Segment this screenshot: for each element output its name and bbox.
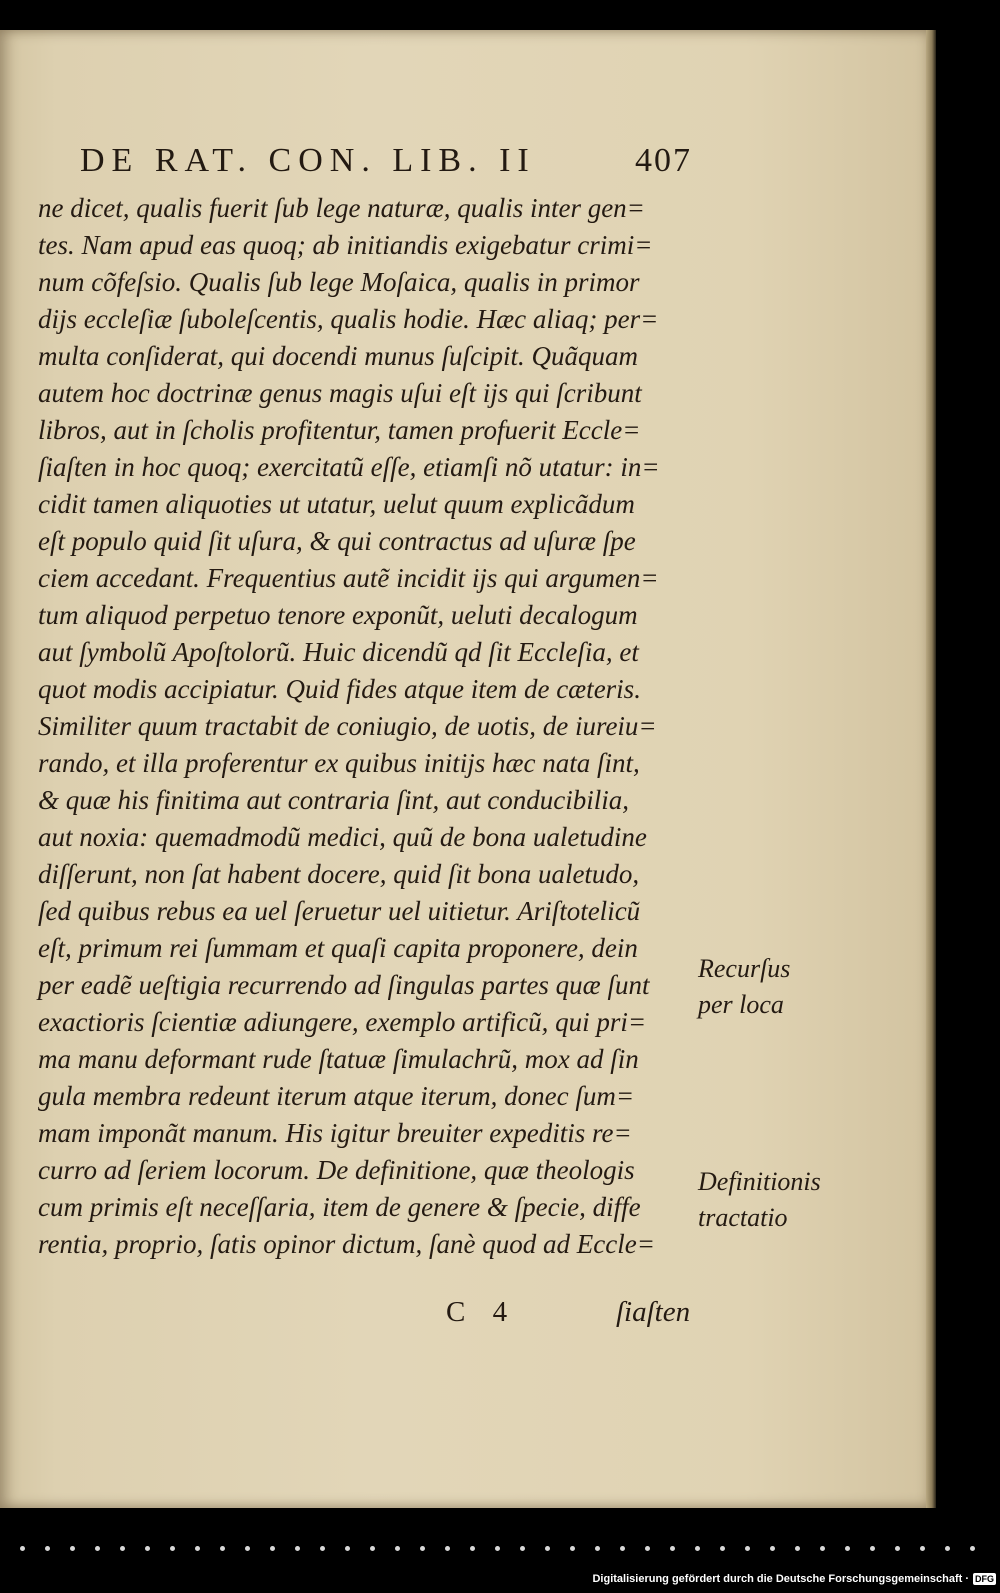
text-line: rentia, proprio, ſatis opinor dictum, ſanè quod ad Eccle= (38, 1229, 655, 1259)
page-number: 407 (635, 142, 692, 179)
text-line: libros, aut in ſcholis profitentur, tamen profuerit Eccle= (38, 415, 641, 445)
ruler-dot (820, 1546, 825, 1551)
signature-mark: C 4 (446, 1296, 518, 1328)
text-line: per eadẽ ueſtigia recurrendo ad ſingulas partes quæ ſunt (38, 970, 650, 1000)
ruler-dot (45, 1546, 50, 1551)
ruler-dot (670, 1546, 675, 1551)
ruler-dot (345, 1546, 350, 1551)
scan-ruler-dots (0, 1540, 1000, 1560)
text-line: ne dicet, qualis fuerit ſub lege naturæ, qualis inter gen= (38, 193, 645, 223)
ruler-dot (520, 1546, 525, 1551)
ruler-dot (745, 1546, 750, 1551)
text-line: ciem accedant. Frequentius autẽ incidit ijs qui argumen= (38, 563, 659, 593)
ruler-dot (795, 1546, 800, 1551)
ruler-dot (270, 1546, 275, 1551)
ruler-dot (495, 1546, 500, 1551)
ruler-dot (595, 1546, 600, 1551)
marginal-note-line: Recurſus (698, 954, 791, 983)
text-line: ſed quibus rebus ea uel ſeruetur uel uitietur. Ariſtotelicũ (38, 896, 641, 926)
ruler-dot (445, 1546, 450, 1551)
text-line: multa conſiderat, qui docendi munus ſuſcipit. Quãquam (38, 341, 638, 371)
ruler-dot (895, 1546, 900, 1551)
text-line: Similiter quum tractabit de coniugio, de uotis, de iureiu= (38, 711, 657, 741)
ruler-dot (170, 1546, 175, 1551)
ruler-dot (420, 1546, 425, 1551)
main-text-block (38, 190, 698, 1263)
signature-line (446, 1296, 696, 1336)
ruler-dot (370, 1546, 375, 1551)
marginal-note-line: Definitionis (698, 1167, 821, 1196)
running-head-title: DE RAT. CON. LIB. II (80, 142, 536, 179)
ruler-dot (720, 1546, 725, 1551)
ruler-dot (120, 1546, 125, 1551)
footer-credit: Digitalisierung gefördert durch die Deutsche Forschungsgemeinschaft · (592, 1573, 969, 1585)
text-line: quot modis accipiatur. Quid fides atque item de cæteris. (38, 674, 641, 704)
ruler-dot (470, 1546, 475, 1551)
text-line: eſt, primum rei ſummam et quaſi capita proponere, dein (38, 933, 638, 963)
text-line: tes. Nam apud eas quoq; ab initiandis exigebatur crimi= (38, 230, 653, 260)
catchword: ſiaſten (616, 1296, 691, 1328)
text-line: cidit tamen aliquoties ut utatur, uelut quum explicãdum (38, 489, 635, 519)
text-line: diſſerunt, non ſat habent docere, quid ſit bona ualetudo, (38, 859, 640, 889)
marginal-note (698, 1164, 858, 1236)
text-line: & quæ his finitima aut contraria ſint, aut conducibilia, (38, 785, 630, 815)
ruler-dot (570, 1546, 575, 1551)
ruler-dot (645, 1546, 650, 1551)
dfg-logo: DFG (975, 1574, 994, 1584)
ruler-dot (95, 1546, 100, 1551)
text-line: curro ad ſeriem locorum. De definitione, quæ theologis (38, 1155, 635, 1185)
ruler-dot (195, 1546, 200, 1551)
ruler-dot (320, 1546, 325, 1551)
text-line: eſt populo quid ſit uſura, & qui contractus ad uſuræ ſpe (38, 526, 636, 556)
text-line: mam imponãt manum. His igitur breuiter expeditis re= (38, 1118, 632, 1148)
ruler-dot (695, 1546, 700, 1551)
text-line: dijs eccleſiæ ſuboleſcentis, qualis hodie. Hæc aliaq; per= (38, 304, 659, 334)
marginal-note-line: tractatio (698, 1203, 788, 1232)
marginal-note-line: per loca (698, 990, 784, 1019)
ruler-dot (545, 1546, 550, 1551)
ruler-dot (770, 1546, 775, 1551)
text-line: autem hoc doctrinæ genus magis uſui eſt ijs qui ſcribunt (38, 378, 642, 408)
ruler-dot (220, 1546, 225, 1551)
ruler-dot (845, 1546, 850, 1551)
digitization-footer (580, 1569, 1000, 1589)
running-head (80, 142, 692, 190)
marginal-note (698, 951, 858, 1023)
text-line: aut ſymbolũ Apoſtolorũ. Huic dicendũ qd ſit Eccleſia, et (38, 637, 639, 667)
ruler-dot (295, 1546, 300, 1551)
text-line: rando, et illa proferentur ex quibus initijs hæc nata ſint, (38, 748, 640, 778)
ruler-dot (945, 1546, 950, 1551)
text-line: aut noxia: quemadmodũ medici, quũ de bona ualetudine (38, 822, 647, 852)
page-edge-shadow (926, 30, 936, 1508)
text-line: ſiaſten in hoc quoq; exercitatũ eſſe, etiamſi nõ utatur: in= (38, 452, 660, 482)
ruler-dot (970, 1546, 975, 1551)
ruler-dot (620, 1546, 625, 1551)
text-line: tum aliquod perpetuo tenore exponũt, ueluti decalogum (38, 600, 638, 630)
ruler-dot (245, 1546, 250, 1551)
text-line: exactioris ſcientiæ adiungere, exemplo artificũ, qui pri= (38, 1007, 647, 1037)
ruler-dot (395, 1546, 400, 1551)
ruler-dot (870, 1546, 875, 1551)
ruler-dot (70, 1546, 75, 1551)
ruler-dot (145, 1546, 150, 1551)
ruler-dot (920, 1546, 925, 1551)
ruler-dot (20, 1546, 25, 1551)
text-line: cum primis eſt neceſſaria, item de genere & ſpecie, diffe (38, 1192, 641, 1222)
text-line: num cõfeſsio. Qualis ſub lege Moſaica, qualis in primor (38, 267, 640, 297)
text-line: ma manu deformant rude ſtatuæ ſimulachrũ, mox ad ſin (38, 1044, 639, 1074)
text-line: gula membra redeunt iterum atque iterum, donec ſum= (38, 1081, 635, 1111)
